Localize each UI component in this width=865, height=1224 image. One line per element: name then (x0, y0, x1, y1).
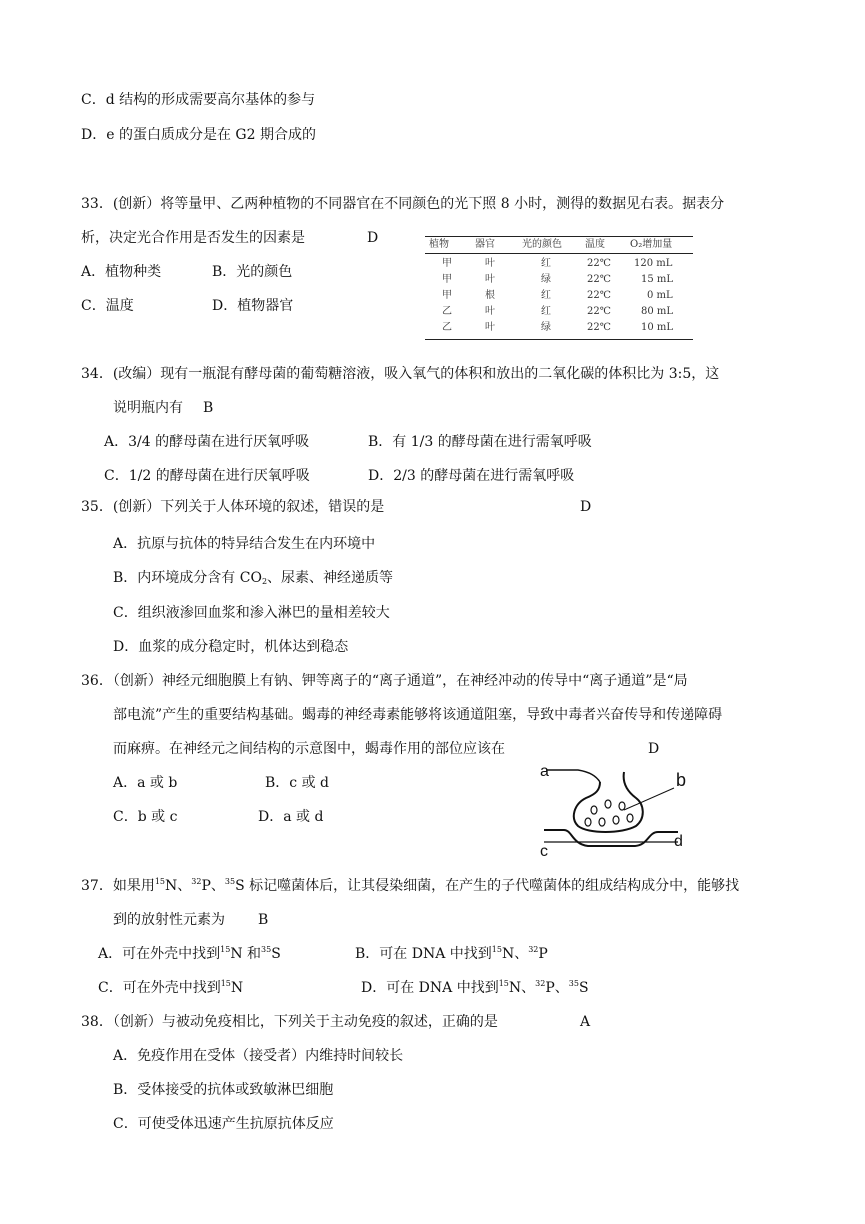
q37-text: C．可在外壳中找到 (98, 980, 221, 996)
table-cell: 甲 (442, 290, 452, 301)
table-header-cell: 光的颜色 (522, 239, 562, 250)
q37-text: 37．如果用 (81, 878, 155, 894)
table-cell: 甲 (442, 258, 452, 269)
table-cell: 叶 (485, 306, 495, 317)
table-cell: 0 mL (647, 290, 673, 301)
q37-answer: B (258, 912, 269, 928)
q37-text: N、 (508, 980, 536, 996)
label-c: c (540, 843, 548, 860)
table-cell: 根 (485, 290, 495, 301)
table-header-cell: O₂增加量 (630, 239, 673, 250)
q34-option-a: A．3/4 的酵母菌在进行厌氧呼吸 (104, 434, 310, 450)
q37-text: S (578, 980, 589, 996)
table-cell: 乙 (442, 306, 452, 317)
table-cell: 22℃ (587, 274, 611, 285)
table-cell: 10 mL (641, 322, 674, 333)
table-cell: 绿 (541, 322, 551, 333)
superscript: 35 (224, 877, 236, 886)
q34-option-d: D．2/3 的酵母菌在进行需氧呼吸 (368, 468, 575, 484)
q36-option-a: A．a 或 b (113, 775, 178, 791)
q33-option-b: B．光的颜色 (212, 264, 293, 280)
label-b: b (676, 770, 687, 790)
q34-answer: B (203, 400, 214, 416)
q35-answer: D (580, 499, 592, 515)
q36-stem-line2: 部电流”产生的重要结构基础。蝎毒的神经毒素能够将该通道阻塞，导致中毒者兴奋传导和传递障碍 (113, 707, 723, 723)
table-cell: 22℃ (587, 322, 611, 333)
q37-text: A．可在外壳中找到 (98, 946, 221, 962)
superscript: 15 (154, 877, 166, 886)
q37-text: N、 (165, 878, 192, 894)
q35-option-b-text: B．内环境成分含有 CO (113, 570, 262, 586)
q33-option-a: A．植物种类 (81, 264, 162, 280)
q36-answer: D (648, 741, 660, 757)
q38-stem: 38．（创新）与被动免疫相比，下列关于主动免疫的叙述，正确的是 (81, 1014, 498, 1030)
q37-text: P (538, 946, 548, 962)
table-header-cell: 温度 (585, 239, 605, 250)
subscript: 2 (261, 577, 268, 586)
q37-text: D．可在 DNA 中找到 (361, 980, 499, 996)
q37-text: N (230, 980, 244, 996)
table-cell: 22℃ (587, 258, 611, 269)
table-cell: 22℃ (587, 290, 611, 301)
q34-stem-line1: 34．(改编）现有一瓶混有酵母菌的葡萄糖溶液，吸入氧气的体积和放出的二氧化碳的体积比为 3:5，这 (81, 366, 720, 382)
q35-option-a: A．抗原与抗体的特异结合发生在内环境中 (113, 536, 376, 552)
q37-option-d (361, 979, 589, 997)
q34-option-b: B．有 1/3 的酵母菌在进行需氧呼吸 (368, 434, 592, 450)
q37-option-b (355, 945, 548, 963)
q33-stem-line2: 析，决定光合作用是否发生的因素是 (81, 230, 305, 246)
q37-text: S (271, 946, 281, 962)
q36-option-b: B．c 或 d (265, 775, 329, 791)
q35-option-c: C．组织液渗回血浆和渗入淋巴的量相差较大 (113, 605, 390, 621)
q38-option-c: C．可使受体迅速产生抗原抗体反应 (113, 1116, 334, 1132)
label-d: d (674, 833, 683, 850)
table-cell: 15 mL (641, 274, 674, 285)
q38-option-b: B．受体接受的抗体或致敏淋巴细胞 (113, 1082, 334, 1098)
table-cell: 乙 (442, 322, 452, 333)
q34-stem-line2: 说明瓶内有 (113, 400, 183, 416)
q37-text: N 和 (230, 946, 262, 962)
q33-option-c: C．温度 (81, 298, 134, 314)
q35-stem: 35．(创新）下列关于人体环境的叙述，错误的是 (81, 499, 385, 515)
superscript: 15 (220, 945, 231, 954)
q37-text: S 标记噬菌体后，让其侵染细菌，在产生的子代噬菌体的组成结构成分中，能够找 (235, 878, 740, 894)
superscript: 32 (191, 877, 202, 886)
table-cell: 叶 (485, 274, 495, 285)
superscript: 32 (528, 945, 539, 954)
q38-option-a: A．免疫作用在受体（接受者）内维持时间较长 (113, 1048, 404, 1064)
q33-option-d: D．植物器官 (212, 298, 294, 314)
q33-stem-line1: 33．(创新）将等量甲、乙两种植物的不同器官在不同颜色的光下照 8 小时，测得的数据见右表。据表分 (81, 196, 725, 212)
superscript: 35 (568, 979, 579, 988)
q37-option-c (98, 979, 243, 997)
label-a: a (540, 763, 549, 780)
option-c-prev: C．d 结构的形成需要高尔基体的参与 (81, 92, 316, 108)
q36-option-c: C．b 或 c (113, 809, 178, 825)
q37-option-a (98, 945, 281, 963)
q37-text: B．可在 DNA 中找到 (355, 946, 492, 962)
table-cell: 甲 (442, 274, 452, 285)
superscript: 15 (491, 945, 502, 954)
data-table (425, 236, 693, 341)
q37-stem-line2: 到的放射性元素为 (113, 912, 225, 928)
q37-text: P、 (201, 878, 225, 894)
q38-answer: A (580, 1014, 591, 1030)
option-d-prev: D．e 的蛋白质成分是在 G2 期合成的 (81, 127, 316, 143)
table-cell: 红 (541, 290, 551, 301)
q37-text: N、 (501, 946, 529, 962)
table-cell: 叶 (485, 258, 495, 269)
table-cell: 120 mL (634, 258, 673, 269)
superscript: 35 (261, 945, 272, 954)
table-header-cell: 植物 (429, 239, 449, 250)
table-cell: 80 mL (641, 306, 674, 317)
q33-answer: D (367, 230, 379, 246)
q36-option-d: D．a 或 d (258, 809, 324, 825)
superscript: 15 (220, 979, 231, 988)
superscript: 32 (535, 979, 546, 988)
superscript: 15 (498, 979, 509, 988)
q37-text: P、 (545, 980, 569, 996)
table-cell: 绿 (541, 274, 551, 285)
q36-stem-line1: 36．（创新）神经元细胞膜上有钠、钾等离子的“离子通道”，在神经冲动的传导中“离子通道”是“局 (81, 673, 688, 689)
q36-stem-line3: 而麻痹。在神经元之间结构的示意图中，蝎毒作用的部位应该在 (113, 741, 505, 757)
q35-option-d: D．血浆的成分稳定时，机体达到稳态 (113, 639, 349, 655)
q35-option-b-text: 、尿素、神经递质等 (267, 570, 394, 586)
synapse-diagram (538, 760, 698, 860)
table-header-cell: 器官 (475, 239, 495, 250)
table-cell: 红 (541, 258, 551, 269)
q34-option-c: C．1/2 的酵母菌在进行厌氧呼吸 (104, 468, 310, 484)
table-cell: 叶 (485, 322, 495, 333)
table-cell: 22℃ (587, 306, 611, 317)
q37-stem-line1 (81, 877, 739, 895)
q35-option-b (113, 569, 393, 587)
table-cell: 红 (541, 306, 551, 317)
